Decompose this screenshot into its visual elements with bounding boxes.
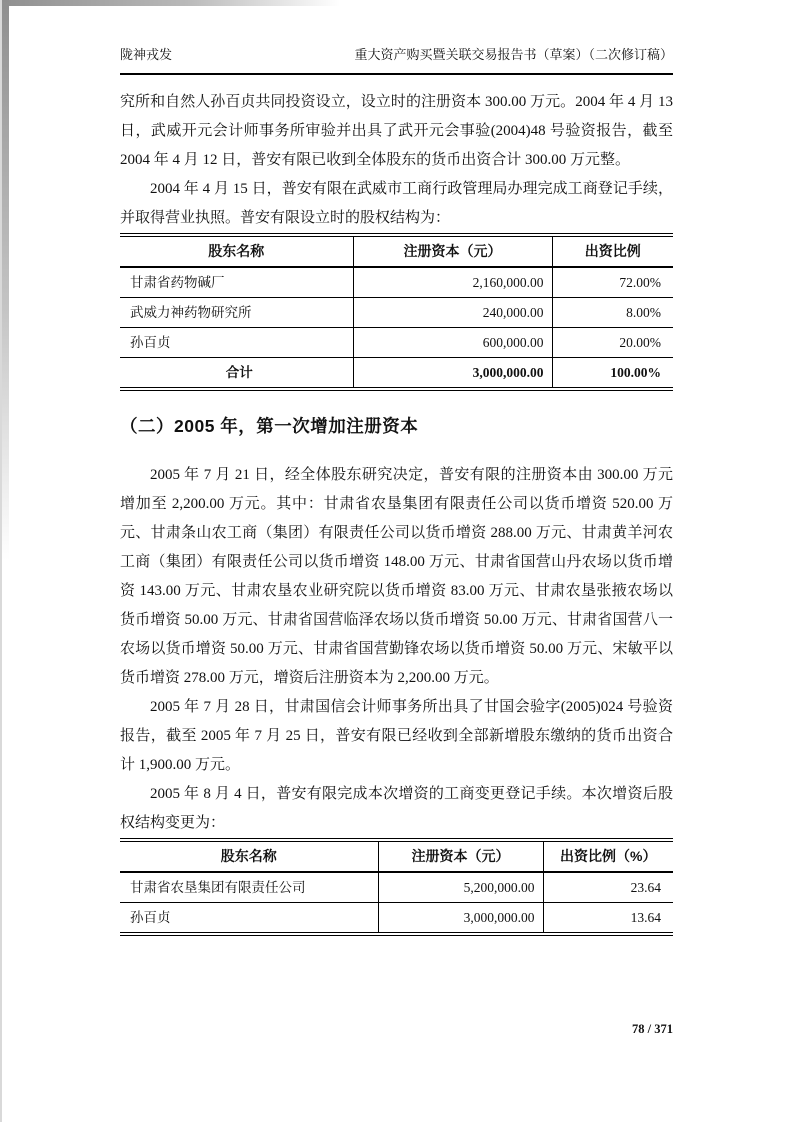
contribution-ratio-value: 23.64 [543, 872, 673, 903]
paragraph-continued: 究所和自然人孙百贞共同投资设立，设立时的注册资本 300.00 万元。2004 年 4 月 13 日，武威开元会计师事务所审验并出具了武开元会事验(2004)48 号验资报告，截至 2004 年 4 月 12 日，普安有限已收到全体股东的货币出资合计 300.00 万元整。 [120, 94, 673, 168]
total-label: 合计 [225, 365, 253, 380]
shareholding-table-initial [120, 233, 673, 391]
scan-edge-top [0, 0, 340, 6]
registered-capital-value: 5,200,000.00 [378, 872, 543, 903]
paragraph-verification: 2005 年 7 月 28 日，甘肃国信会计师事务所出具了甘国会验字(2005)024 号验资报告，截至 2005 年 7 月 25 日，普安有限已经收到全部新增股东缴纳的货币出资合计 1,900.00 万元。 [120, 699, 673, 773]
col-header-contribution-ratio: 出资比例（%） [543, 840, 673, 872]
table-row [120, 328, 673, 358]
col-header-registered-capital: 注册资本（元） [353, 235, 552, 267]
doc-header [120, 46, 673, 64]
shareholder-name: 孙百贞 [130, 910, 171, 925]
scan-edge-left-faint [0, 0, 2, 1122]
paragraph-registration-change: 2005 年 8 月 4 日，普安有限完成本次增资的工商变更登记手续。本次增资后股权结构变更为： [120, 786, 673, 831]
shareholder-name: 甘肃省农垦集团有限责任公司 [120, 872, 378, 903]
registered-capital-value: 2,160,000.00 [353, 267, 552, 298]
registered-capital-value: 600,000.00 [353, 328, 552, 358]
col-header-contribution-ratio: 出资比例 [552, 235, 673, 267]
header-rule [120, 73, 673, 75]
table-header-row [120, 840, 673, 872]
document-body [120, 88, 673, 936]
contribution-ratio-value: 20.00% [552, 328, 673, 358]
page-number: 78 / 371 [632, 1022, 673, 1036]
registered-capital-value: 3,000,000.00 [378, 903, 543, 935]
paragraph-registration: 2004 年 4 月 15 日，普安有限在武威市工商行政管理局办理完成工商登记手续，并取得营业执照。普安有限设立时的股权结构为： [120, 181, 673, 226]
table-row [120, 872, 673, 903]
registered-capital-value: 240,000.00 [353, 298, 552, 328]
header-company-name: 陇神戎发 [120, 47, 173, 62]
contribution-ratio-value: 8.00% [552, 298, 673, 328]
table-header-row [120, 235, 673, 267]
contribution-ratio-value: 72.00% [552, 267, 673, 298]
col-header-shareholder: 股东名称 [120, 840, 378, 872]
table-row [120, 267, 673, 298]
header-document-title: 重大资产购买暨关联交易报告书（草案）（二次修订稿） [354, 47, 673, 62]
contribution-ratio-value: 13.64 [543, 903, 673, 935]
table-row [120, 903, 673, 935]
paragraph-capital-increase: 2005 年 7 月 21 日，经全体股东研究决定，普安有限的注册资本由 300.00 万元增加至 2,200.00 万元。其中：甘肃省农垦集团有限责任公司以货币增资 520.00 万元、甘肃条山农工商（集团）有限责任公司以货币增资 288.00 万元、甘肃黄羊河农工商（集团）有限责任公司以货币增资 148.00 万元、甘肃省国营山丹农场以货币增资 143.00 万元、甘肃农垦农业研究院以货币增资 83.00 万元、甘肃农垦张掖农场以货币增资 50.00 万元、甘肃省国营临泽农场以货币增资 50.00 万元、甘肃省国营八一农场以货币增资 50.00 万元、甘肃省国营勤锋农场以货币增资 50.00 万元、宋敏平以货币增资 278.00 万元，增资后注册资本为 2,200.00 万元。 [120, 467, 673, 686]
shareholding-table-after-increase [120, 838, 673, 936]
col-header-shareholder: 股东名称 [120, 235, 353, 267]
shareholder-name: 武威力神药物研究所 [120, 298, 353, 328]
col-header-registered-capital: 注册资本（元） [378, 840, 543, 872]
total-registered-capital: 3,000,000.00 [353, 358, 552, 390]
shareholder-name: 孙百贞 [120, 328, 353, 358]
table-total-row [120, 358, 673, 390]
total-contribution-ratio: 100.00% [552, 358, 673, 390]
section-heading: （二）2005 年，第一次增加注册资本 [120, 416, 419, 436]
table-row [120, 298, 673, 328]
shareholder-name: 甘肃省药物碱厂 [120, 267, 353, 298]
